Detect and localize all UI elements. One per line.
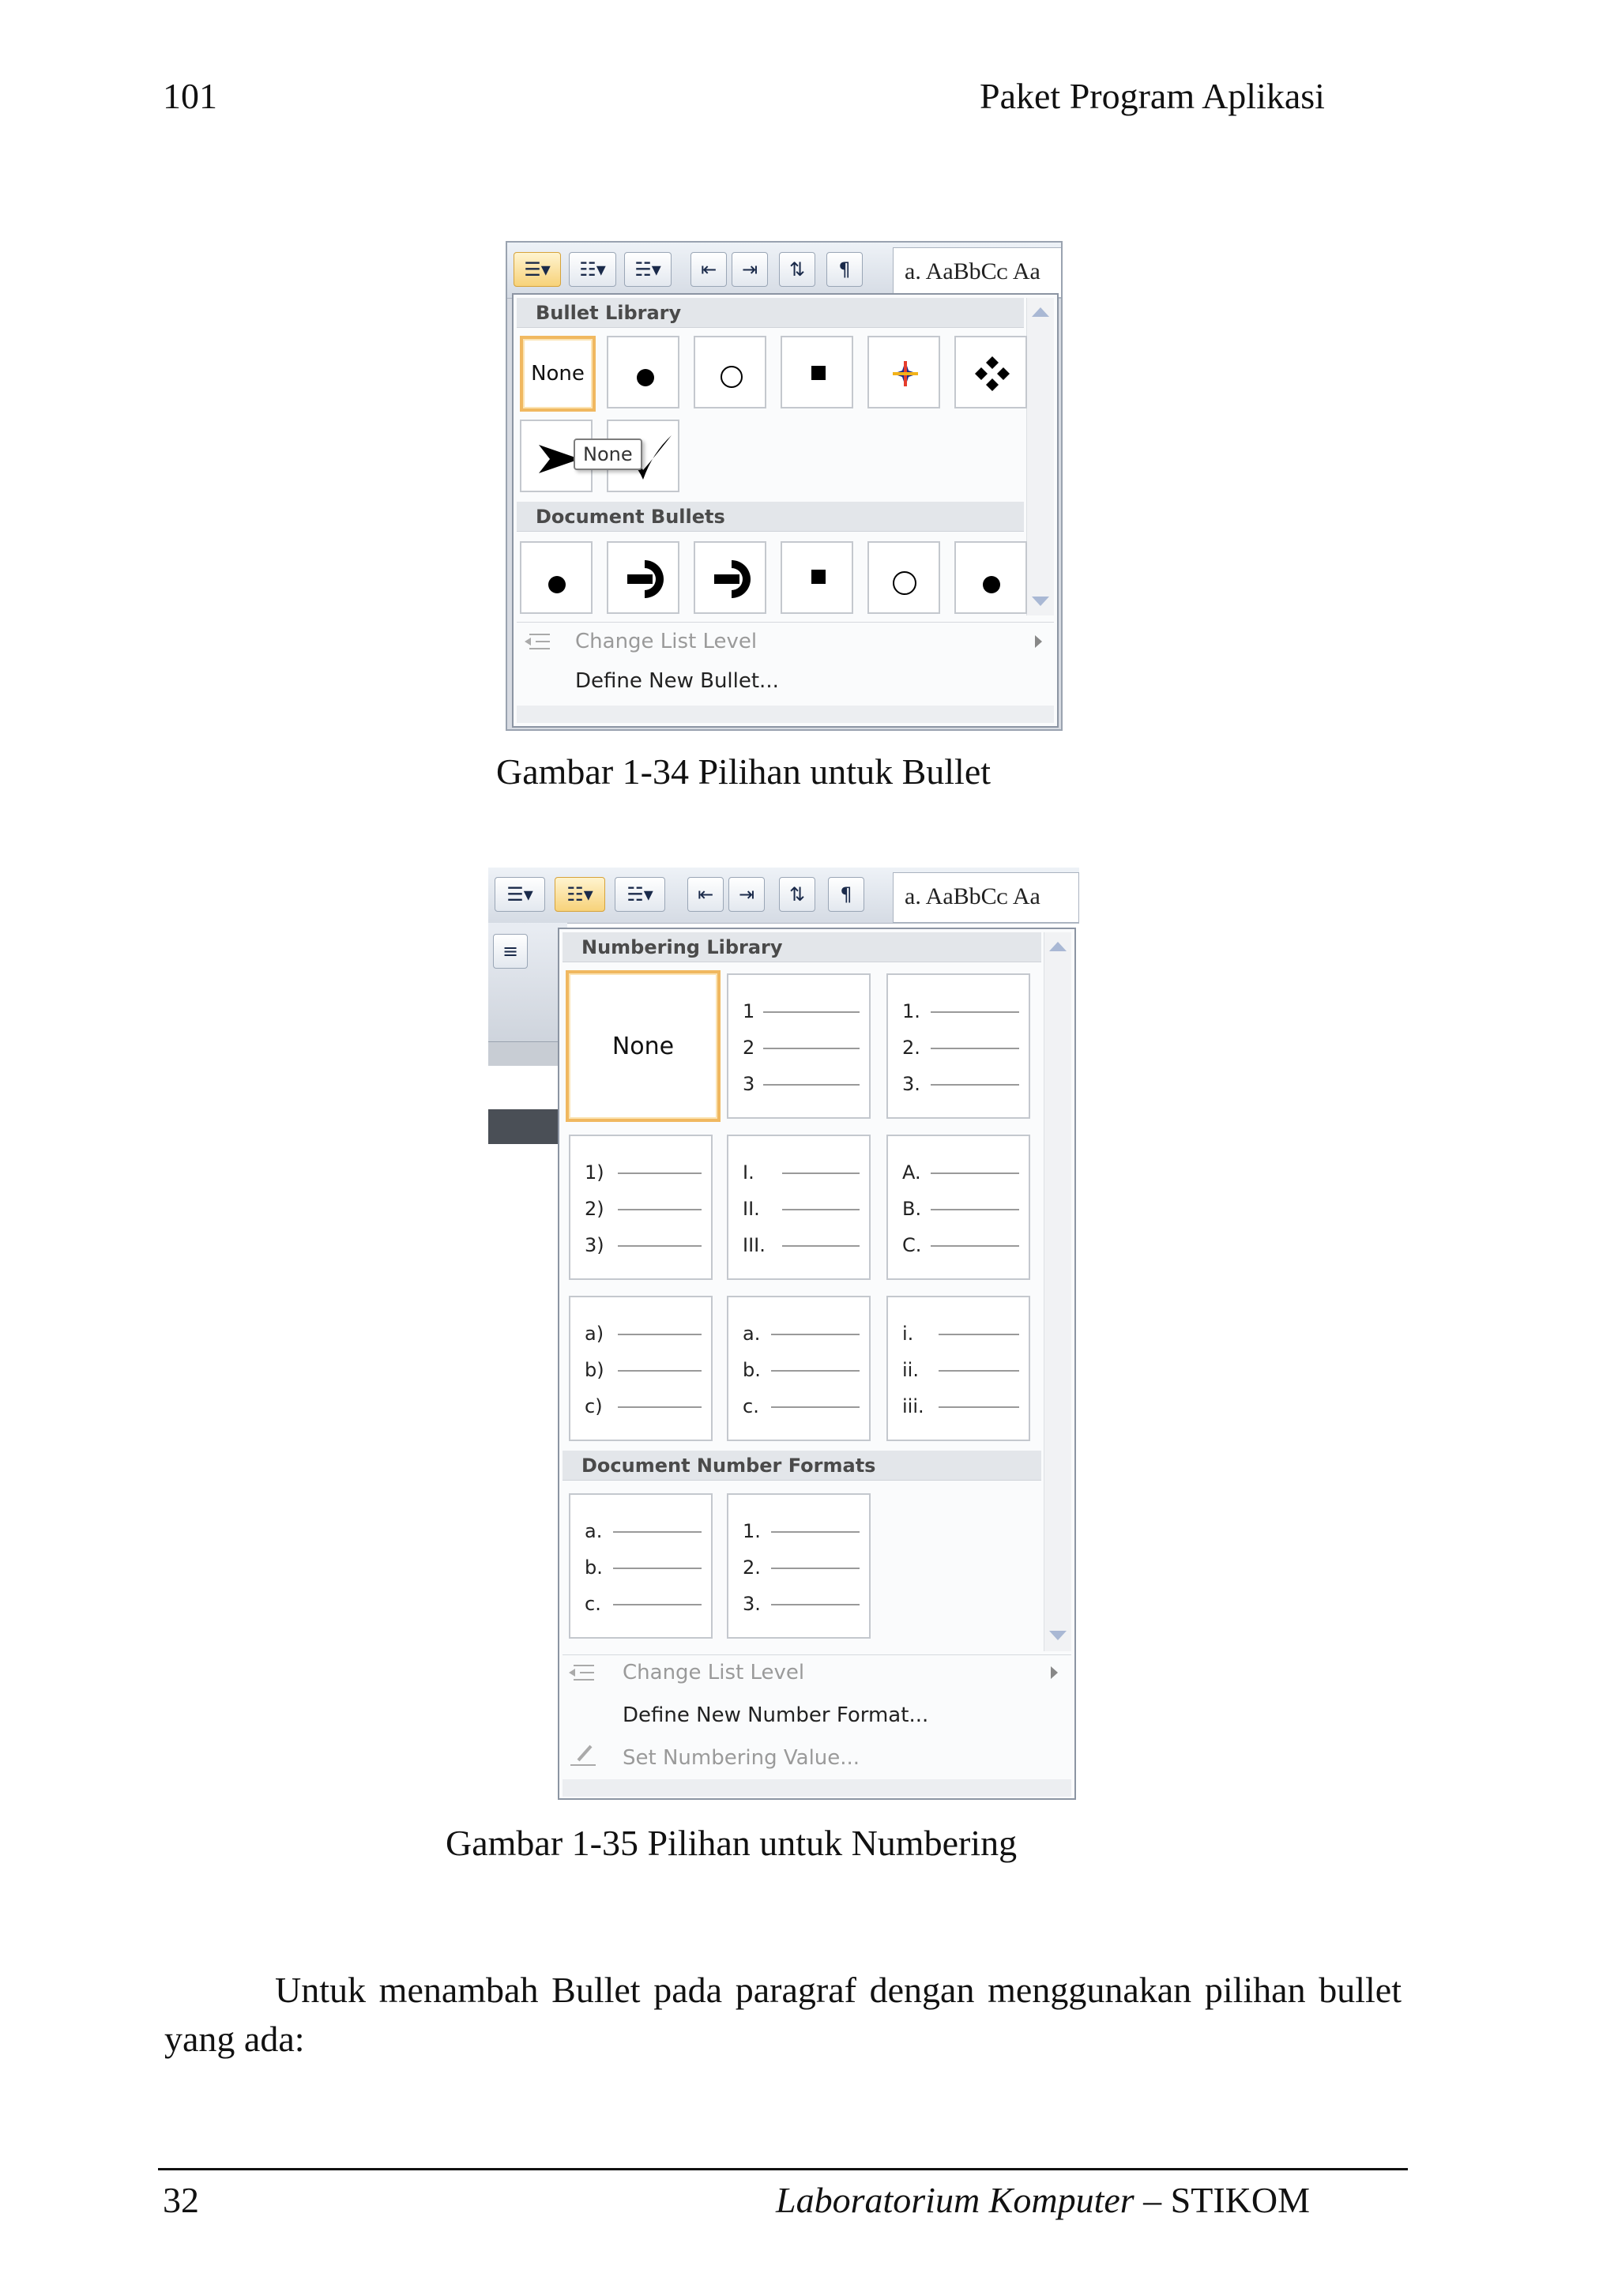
hollow-circle-icon xyxy=(893,571,916,595)
numbering-menu-scrollbar[interactable] xyxy=(1044,932,1071,1651)
list-marker: C. xyxy=(902,1234,922,1256)
bullet-option-hollow-circle[interactable] xyxy=(694,336,766,408)
styles-gallery[interactable]: a. AaBbCᴄ Aa xyxy=(893,247,1063,298)
bullet-menu-scrollbar[interactable] xyxy=(1026,298,1054,615)
list-marker: a) xyxy=(585,1323,604,1345)
header-page-number: 101 xyxy=(163,76,217,116)
bullet-option-star[interactable] xyxy=(867,336,940,408)
decrease-indent-button[interactable]: ⇤ xyxy=(690,252,727,287)
list-marker: A. xyxy=(902,1161,921,1184)
list-marker: b. xyxy=(585,1556,603,1579)
scroll-up-icon[interactable] xyxy=(1049,942,1067,951)
numbering-option-roman-upper[interactable] xyxy=(727,1135,871,1280)
numbering-option-1-dot[interactable] xyxy=(886,973,1030,1119)
bullets-button[interactable]: ☰▾ xyxy=(514,252,561,287)
document-format-alpha-lower[interactable] xyxy=(569,1493,713,1639)
list-marker: b) xyxy=(585,1359,604,1381)
list-marker: 1) xyxy=(585,1161,604,1184)
ribbon-toolbar xyxy=(488,868,1079,924)
document-bullet-filled-circle[interactable] xyxy=(520,541,593,614)
bullet-option-none[interactable] xyxy=(520,336,596,412)
list-marker: 3 xyxy=(743,1073,755,1095)
numbering-option-alpha-paren[interactable] xyxy=(569,1296,713,1441)
list-marker: 1. xyxy=(743,1520,761,1542)
increase-indent-button[interactable]: ⇥ xyxy=(728,877,765,912)
filled-circle-icon xyxy=(983,576,1000,593)
document-number-formats-header: Document Number Formats xyxy=(563,1451,1041,1481)
numbering-option-alpha-upper[interactable] xyxy=(886,1135,1030,1280)
submenu-arrow-icon xyxy=(1051,1666,1058,1679)
footer-lab: Laboratorium Komputer xyxy=(776,2180,1134,2220)
header-title: Paket Program Aplikasi xyxy=(980,76,1325,116)
list-marker: iii. xyxy=(902,1395,924,1417)
footer-page-number: 32 xyxy=(163,2180,199,2220)
change-list-level-icon xyxy=(567,1661,599,1684)
change-list-level-icon xyxy=(523,630,555,653)
list-marker: a. xyxy=(585,1520,603,1542)
filled-square-icon xyxy=(811,366,826,380)
styles-gallery[interactable]: a. AaBbCᴄ Aa xyxy=(893,872,1079,923)
ruler-strip xyxy=(488,1041,567,1066)
numbering-button[interactable]: ☷▾ xyxy=(555,877,605,912)
list-marker: a. xyxy=(743,1323,761,1345)
change-list-level-item[interactable]: Change List Level xyxy=(575,630,758,653)
numbering-figure-caption: Gambar 1-35 Pilihan untuk Numbering xyxy=(446,1823,1018,1863)
four-point-star-icon xyxy=(869,337,942,410)
document-dark-strip xyxy=(488,1109,567,1144)
bullet-none-label: None xyxy=(531,362,585,386)
list-marker: III. xyxy=(743,1234,766,1256)
list-marker: 1. xyxy=(902,1000,920,1022)
bullet-option-diamond-cluster[interactable] xyxy=(954,336,1027,408)
menu-separator xyxy=(563,1654,1071,1655)
sort-button[interactable]: ⇅ xyxy=(779,252,815,287)
list-marker: I. xyxy=(743,1161,754,1184)
list-marker: 1 xyxy=(743,1000,755,1022)
document-bullet-filled-square[interactable] xyxy=(781,541,853,614)
bullet-dropdown-menu xyxy=(512,293,1059,728)
show-formatting-button[interactable]: ¶ xyxy=(826,252,863,287)
curved-arrow-icon xyxy=(695,543,768,615)
filled-circle-icon xyxy=(548,576,566,593)
hollow-circle-icon xyxy=(721,366,743,388)
document-format-numeric[interactable] xyxy=(727,1493,871,1639)
list-marker: 2) xyxy=(585,1198,604,1220)
numbering-option-none[interactable] xyxy=(566,970,721,1122)
footer-org: STIKOM xyxy=(1170,2180,1311,2220)
list-marker: 3. xyxy=(902,1073,920,1095)
numbering-button[interactable]: ☷▾ xyxy=(569,252,616,287)
bullets-button[interactable]: ☰▾ xyxy=(495,877,545,912)
numbering-none-label: None xyxy=(611,1032,675,1060)
numbering-option-1-paren[interactable] xyxy=(569,1135,713,1280)
numbering-library-header: Numbering Library xyxy=(563,932,1041,962)
document-bullet-curved-arrow[interactable] xyxy=(607,541,679,614)
filled-square-icon xyxy=(811,570,826,584)
list-marker: 2. xyxy=(902,1037,920,1059)
set-numbering-value-item[interactable]: Set Numbering Value... xyxy=(623,1746,860,1770)
list-marker: II. xyxy=(743,1198,760,1220)
list-marker: 3) xyxy=(585,1234,604,1256)
numbering-option-roman-lower[interactable] xyxy=(886,1296,1030,1441)
list-marker: c. xyxy=(585,1593,601,1615)
ribbon-toolbar xyxy=(507,243,1063,299)
menu-separator xyxy=(517,622,1054,623)
list-marker: 2. xyxy=(743,1556,761,1579)
bullet-screenshot xyxy=(506,241,1063,731)
numbering-screenshot xyxy=(488,868,1079,1804)
document-bullet-filled-circle-2[interactable] xyxy=(954,541,1027,614)
sort-button[interactable]: ⇅ xyxy=(779,877,815,912)
scroll-down-icon[interactable] xyxy=(1049,1631,1067,1640)
submenu-arrow-icon xyxy=(1035,635,1042,648)
list-marker: c) xyxy=(585,1395,603,1417)
multilevel-list-button[interactable]: ☵▾ xyxy=(624,252,672,287)
document-bullets-header: Document Bullets xyxy=(517,502,1024,532)
increase-indent-button[interactable]: ⇥ xyxy=(732,252,768,287)
document-bullet-hollow-circle[interactable] xyxy=(867,541,940,614)
filled-circle-icon xyxy=(637,369,654,386)
list-marker: B. xyxy=(902,1198,922,1220)
scroll-up-icon[interactable] xyxy=(1032,307,1049,317)
multilevel-list-button[interactable]: ☵▾ xyxy=(615,877,665,912)
footer-lab-name: Laboratorium Komputer – STIKOM xyxy=(776,2180,1311,2220)
menu-bottom-bar xyxy=(563,1779,1071,1797)
list-marker: 2 xyxy=(743,1037,755,1059)
menu-bottom-bar xyxy=(517,706,1054,723)
bullet-tooltip: None xyxy=(574,438,642,470)
bullet-library-header: Bullet Library xyxy=(517,298,1024,328)
bullet-option-filled-circle[interactable] xyxy=(607,336,679,408)
list-marker: 3. xyxy=(743,1593,761,1615)
define-new-bullet-item[interactable]: Define New Bullet... xyxy=(575,669,779,693)
align-left-button[interactable]: ≡ xyxy=(493,934,528,969)
define-new-number-format-item[interactable]: Define New Number Format... xyxy=(623,1703,929,1727)
bullet-figure-caption: Gambar 1-34 Pilihan untuk Bullet xyxy=(496,751,991,792)
list-marker: c. xyxy=(743,1395,759,1417)
document-bullet-curved-arrow-2[interactable] xyxy=(694,541,766,614)
bullet-option-filled-square[interactable] xyxy=(781,336,853,408)
body-paragraph: Untuk menambah Bullet pada paragraf dengan menggunakan pilihan bullet yang ada: xyxy=(164,1970,1402,2059)
scroll-down-icon[interactable] xyxy=(1032,597,1049,606)
decrease-indent-button[interactable]: ⇤ xyxy=(687,877,724,912)
set-numbering-value-icon xyxy=(567,1741,599,1770)
diamond-cluster-icon xyxy=(956,337,1029,410)
numbering-option-1[interactable] xyxy=(727,973,871,1119)
curved-arrow-icon xyxy=(608,543,681,615)
numbering-dropdown-menu xyxy=(558,928,1076,1800)
list-marker: i. xyxy=(902,1323,914,1345)
list-marker: ii. xyxy=(902,1359,919,1381)
change-list-level-item[interactable]: Change List Level xyxy=(623,1661,805,1684)
footer-rule xyxy=(158,2168,1408,2170)
show-formatting-button[interactable]: ¶ xyxy=(828,877,864,912)
numbering-option-alpha-lower[interactable] xyxy=(727,1296,871,1441)
list-marker: b. xyxy=(743,1359,761,1381)
